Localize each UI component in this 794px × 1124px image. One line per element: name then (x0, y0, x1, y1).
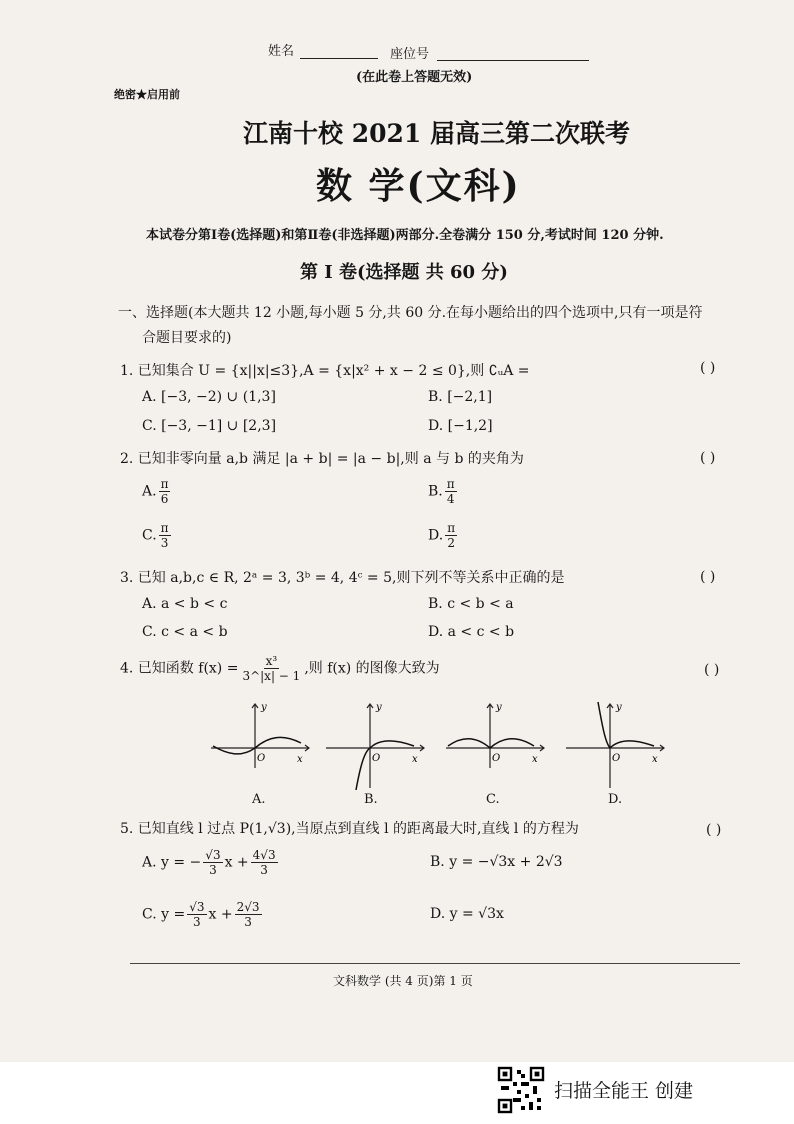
x-label: x (532, 754, 538, 765)
question-2-stem: 2. 已知非零向量 a,b 满足 |a + b| = |a − b|,则 a 与 b 的夹角为 (120, 451, 524, 467)
q3-option-a: A. a < b < c (142, 596, 228, 612)
origin-label: O (372, 753, 381, 764)
q1-option-d: D. [−1,2] (428, 418, 493, 434)
graph-b-label: B. (364, 792, 378, 807)
q1-option-a: A. [−3, −2) ∪ (1,3] (142, 389, 276, 405)
answer-paren-5: ( ) (706, 822, 722, 838)
name-blank (300, 58, 378, 59)
question-3-stem: 3. 已知 a,b,c ∈ R, 2ᵃ = 3, 3ᵇ = 4, 4ᶜ = 5,则下列不等关系中正确的是 (120, 570, 565, 586)
question-4-stem: 4. 已知函数 f(x) = $\frac{\text{x³}}{3\^{}|x| - 1}$ ,则 f(x) 的图像大致为 (120, 654, 440, 683)
graph-b (320, 700, 430, 792)
q2-option-a: A. $\frac{\pi}{6}$ (142, 477, 169, 506)
secret-label: 绝密★启用前 (114, 88, 180, 101)
q2-option-d: D. $\frac{\pi}{2}$ (428, 521, 456, 550)
graph-a (205, 700, 315, 772)
subject-title: 数 学(文科) (316, 165, 521, 207)
x-label: x (652, 754, 658, 765)
seat-blank (437, 60, 589, 61)
q3-option-c: C. c < a < b (142, 624, 228, 640)
answer-paren-1: ( ) (700, 360, 716, 376)
q1-option-c: C. [−3, −1] ∪ [2,3] (142, 418, 277, 434)
graph-c (440, 700, 550, 772)
notice: (在此卷上答题无效) (356, 70, 473, 85)
q5-option-b: B. y = −√3x + 2√3 (430, 854, 563, 870)
curve-c (448, 739, 534, 748)
page-footer: 文科数学 (共 4 页)第 1 页 (333, 974, 473, 988)
q3-option-b: B. c < b < a (428, 596, 514, 612)
graph-c-label: C. (486, 792, 500, 807)
y-label: y (376, 702, 382, 713)
question-1-stem: 1. 已知集合 U = {x||x|≤3},A = {x|x² + x − 2 ≤ 0},则 ∁ᵤA = (120, 363, 530, 379)
y-label: y (261, 702, 267, 713)
answer-paren-2: ( ) (700, 450, 716, 466)
exam-intro: 本试卷分第Ⅰ卷(选择题)和第Ⅱ卷(非选择题)两部分.全卷满分 150 分,考试时间 120 分钟. (146, 228, 664, 243)
footer-rule (130, 963, 740, 964)
answer-paren-4: ( ) (704, 662, 720, 678)
q5-option-a: A. y = − $\frac{√3}{3}$ x + $\frac{4√3}{3}$ (142, 848, 276, 877)
scanner-watermark: 扫描全能王 创建 (554, 1080, 694, 1102)
graph-a-label: A. (252, 792, 266, 807)
curve-d (598, 702, 654, 748)
q5-option-c: C. y = $\frac{√3}{3}$ x + $\frac{2√3}{3}$ (142, 900, 260, 929)
x-label: x (412, 754, 418, 765)
answer-paren-3: ( ) (700, 569, 716, 585)
question-5-stem: 5. 已知直线 l 过点 P(1,√3),当原点到直线 l 的距离最大时,直线 l 的方程为 (120, 821, 579, 837)
graph-d (560, 700, 670, 792)
q3-option-d: D. a < c < b (428, 624, 515, 640)
graph-d-label: D. (608, 792, 623, 807)
origin-label: O (612, 753, 621, 764)
seat-label: 座位号 (390, 47, 430, 62)
name-label: 姓名 (268, 44, 295, 59)
part-title: 第 Ⅰ 卷(选择题 共 60 分) (300, 262, 508, 283)
q2-option-c: C. $\frac{\pi}{3}$ (142, 521, 169, 550)
qr-code-icon (497, 1066, 545, 1114)
section-heading-cont: 合题目要求的) (142, 330, 232, 346)
y-label: y (616, 702, 622, 713)
curve-a (213, 737, 301, 754)
exam-title: 江南十校 2021 届高三第二次联考 (243, 119, 630, 148)
origin-label: O (257, 753, 266, 764)
q2-option-b: B. $\frac{\pi}{4}$ (428, 477, 455, 506)
q5-option-d: D. y = √3x (430, 906, 504, 922)
origin-label: O (492, 753, 501, 764)
y-label: y (496, 702, 502, 713)
x-label: x (297, 754, 303, 765)
section-heading: 一、选择题(本大题共 12 小题,每小题 5 分,共 60 分.在每小题给出的四个选项中,只有一项是符 (118, 305, 703, 321)
q1-option-b: B. [−2,1] (428, 389, 493, 405)
